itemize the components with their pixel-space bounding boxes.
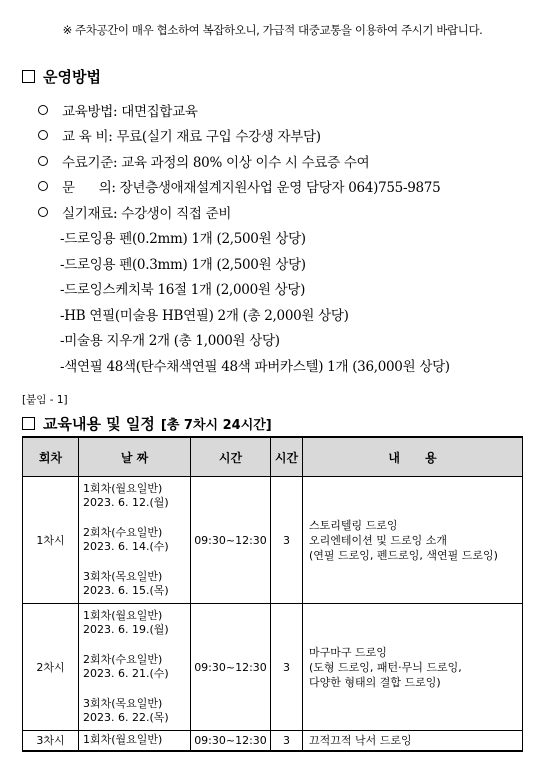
content-cell [303, 477, 523, 604]
section-operation-heading [22, 66, 101, 87]
bullet-circle-icon [38, 130, 48, 140]
session-cell: 1차시 [23, 477, 79, 604]
bullet-circle-icon [38, 156, 48, 166]
session-cell: 3차시 [23, 731, 79, 751]
material-item: -드로잉용 펜(0.3mm) 1개 (2,500원 상당) [60, 256, 306, 273]
time-cell: 09:30~12:30 [191, 604, 271, 731]
section-schedule-heading [22, 413, 272, 434]
item-label: 교육방법: 대면집합교육 [62, 103, 198, 120]
header-content: 내 용 [303, 437, 523, 477]
material-item: -HB 연필(미술용 HB연필) 2개 (총 2,000원 상당) [60, 307, 349, 324]
section-operation-title: 운영방법 [43, 68, 101, 86]
material-item: -미술용 지우개 2개 (총 1,000원 상당) [60, 333, 280, 350]
content-line: 끄적끄적 낙서 드로잉 [309, 733, 412, 747]
date-line: 2023. 6. 14.(수) [83, 540, 169, 553]
header-time: 시간 [191, 437, 271, 477]
content-cell [303, 731, 523, 751]
time-cell: 09:30~12:30 [191, 731, 271, 751]
table-row [23, 604, 523, 731]
table-row [23, 731, 523, 751]
list-item [38, 199, 450, 225]
time-cell: 09:30~12:30 [191, 477, 271, 604]
date-line: 1회차(월요일반) [83, 481, 163, 495]
dates-cell [79, 731, 191, 751]
content-line: 오리엔테이션 및 드로잉 소개 [309, 533, 448, 547]
material-item: -색연필 48색(탄수채색연필 48색 파버카스텔) 1개 (36,000원 상당) [60, 358, 450, 375]
bullet-circle-icon [38, 207, 48, 217]
date-line: 2023. 6. 12.(월) [83, 496, 169, 509]
section-schedule-title: 교육내용 및 일정 [43, 415, 155, 433]
date-line: 2023. 6. 21.(수) [83, 667, 169, 680]
date-line: 3회차(목요일반) [83, 569, 163, 583]
item-label: 수료기준: 교육 과정의 80% 이상 이수 시 수료증 수여 [62, 154, 370, 171]
date-line: 1회차(월요일반) [83, 733, 163, 746]
checkbox-square-icon [22, 70, 35, 83]
hours-cell: 3 [271, 477, 303, 604]
hours-cell: 3 [271, 731, 303, 751]
header-session: 회차 [23, 437, 79, 477]
material-item: -드로잉스케치북 16절 1개 (2,000원 상당) [60, 282, 306, 299]
bullet-circle-icon [38, 105, 48, 115]
list-item [38, 148, 450, 174]
material-item: -드로잉용 펜(0.2mm) 1개 (2,500원 상당) [60, 231, 306, 248]
content-line: 다양한 형태의 결합 드로잉) [309, 675, 441, 689]
checkbox-square-icon [22, 417, 35, 430]
attachment-label: [붙임 - 1] [22, 394, 68, 406]
date-line: 2023. 6. 22.(목) [83, 711, 169, 724]
date-line: 2회차(수요일반) [83, 652, 163, 666]
content-line: 스토리텔링 드로잉 [309, 518, 398, 532]
session-cell: 2차시 [23, 604, 79, 731]
item-label: 문 의: 장년층생애재설계지원사업 운영 담당자 064)755-9875 [62, 180, 441, 197]
dates-cell [79, 604, 191, 731]
item-label: 실기재료: 수강생이 직접 준비 [62, 205, 232, 222]
bullet-circle-icon [38, 181, 48, 191]
hours-cell: 3 [271, 604, 303, 731]
parking-notice: ※ 주차공간이 매우 협소하여 복잡하오니, 가급적 대중교통을 이용하여 주시기 바랍니다. [62, 23, 483, 37]
content-line: (도형 드로잉, 패턴·무늬 드로잉, [309, 660, 462, 674]
date-line: 1회차(월요일반) [83, 608, 163, 622]
operation-list [38, 97, 450, 378]
list-item [38, 174, 450, 200]
schedule-table [22, 436, 523, 752]
table-row [23, 477, 523, 604]
table-header-row [23, 437, 523, 477]
section-schedule-subtitle: [총 7차시 24시간] [160, 418, 272, 433]
date-line: 3회차(목요일반) [83, 696, 163, 710]
list-item [38, 97, 450, 123]
date-line: 2회차(수요일반) [83, 525, 163, 539]
item-label: 교 육 비: 무료(실기 재료 구입 수강생 자부담) [62, 129, 321, 146]
content-cell [303, 604, 523, 731]
content-line: 마구마구 드로잉 [309, 645, 387, 659]
header-date: 날 짜 [79, 437, 191, 477]
date-line: 2023. 6. 15.(목) [83, 584, 169, 597]
date-line: 2023. 6. 19.(월) [83, 623, 169, 636]
dates-cell [79, 477, 191, 604]
content-line: (연필 드로잉, 펜드로잉, 색연필 드로잉) [309, 548, 498, 562]
list-item [38, 123, 450, 149]
header-hours: 시간 [271, 437, 303, 477]
